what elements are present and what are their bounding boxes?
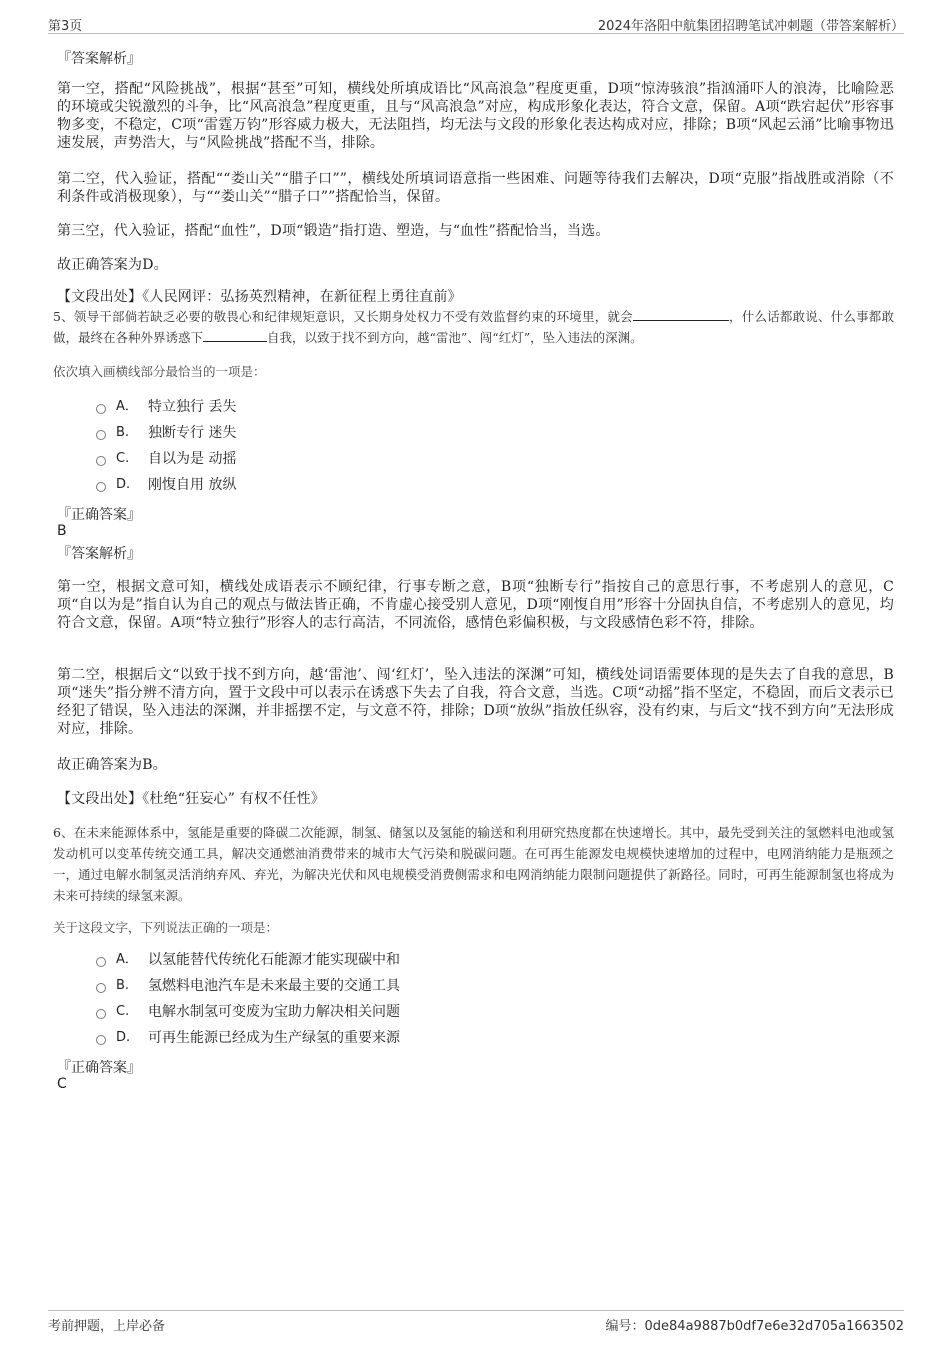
radio-button[interactable] <box>96 456 106 466</box>
option-d[interactable]: D. 刚愎自用 放纵 <box>96 475 236 495</box>
option-d[interactable]: D. 可再生能源已经成为生产绿氢的重要来源 <box>96 1028 400 1048</box>
option-c[interactable]: C. 电解水制氢可变废为宝助力解决相关问题 <box>96 1002 400 1022</box>
option-c[interactable]: C. 自以为是 动摇 <box>96 449 236 469</box>
analysis-label: 『答案解析』 <box>57 546 141 562</box>
question-6-stem: 6、在未来能源体系中，氢能是重要的降碳二次能源，制氢、储氢以及氢能的输送和利用研究热度都在快速增长。其中，最先受到关注的氢燃料电池或氢发动机可以变革传统交通工具，解决交通燃油消费带来的城市大气污染和脱碳问题。在可再生能源发电规模快速增加的过程中，电网消纳能力是瓶颈之一，通过电解水制氢灵活消纳弃风、弃光，为解决光伏和风电规模受消费侧需求和电网消纳能力限制问题提供了新路径。同时，可再生能源制氢也将成为未来可持续的绿氢来源。 <box>53 825 894 903</box>
analysis-paragraph: 第三空，代入验证，搭配“血性”，D项“锻造”指打造、塑造，与“血性”搭配恰当，当选。 <box>57 223 610 239</box>
analysis-paragraph: 第二空，代入验证，搭配““娄山关”“腊子口””，横线处所填词语意指一些困难、问题等待我们去解决，D项“克服”指战胜或消除（不利条件或消极现象），与““娄山关”“腊子口””搭配恰当，保留。 <box>57 171 894 205</box>
fill-blank <box>203 328 267 342</box>
correct-answer-label: 『正确答案』 <box>57 1060 141 1076</box>
correct-answer-label: 『正确答案』 <box>57 507 141 523</box>
question-5-stem: 5、领导干部倘若缺乏必要的敬畏心和纪律规矩意识，又长期身处权力不受有效监督约束的环境里，就会 ，什么话都敢说、什么事都敢做，最终在各种外界诱惑下 自我，以致于找不到方向，越“雷池”、闯“红灯”，坠入违法的深渊。 <box>53 309 894 345</box>
correct-answer: B <box>57 523 67 539</box>
option-b[interactable]: B. 独断专行 迷失 <box>96 423 236 443</box>
source-citation: 【文段出处】《人民网评：弘扬英烈精神，在新征程上勇往直前》 <box>57 289 462 305</box>
source-citation: 【文段出处】《杜绝“狂妄心” 有权不任性》 <box>57 791 325 807</box>
question-6-prompt: 关于这段文字，下列说法正确的一项是： <box>53 920 279 935</box>
conclusion: 故正确答案为D。 <box>57 257 168 273</box>
analysis-paragraph: 第二空，根据后文“以致于找不到方向，越‘雷池’、闯‘红灯’，坠入违法的深渊”可知，横线处词语需要体现的是失去了自我的意思，B项“迷失”指分辨不清方向，置于文段中可以表示在诱惑下失去了自我，符合文意，当选。C项“动摇”指不坚定，不稳固，而后文表示已经犯了错误，坠入违法的深渊，并非摇摆不定，与文意不符，排除；D项“放纵”指放任纵容，没有约束，与后文“找不到方向”无法形成对应，排除。 <box>57 667 894 737</box>
page-header <box>48 13 904 34</box>
correct-answer: C <box>57 1076 67 1092</box>
radio-button[interactable] <box>96 1009 106 1019</box>
option-a[interactable]: A． 以氢能替代传统化石能源才能实现碳中和 <box>96 950 400 970</box>
analysis-paragraph: 第一空，搭配“风险挑战”，根据“甚至”可知，横线处所填成语比“风高浪急”程度更重，D项“惊涛骇浪”指汹涌吓人的浪涛，比喻险恶的环境或尖锐激烈的斗争，比“风高浪急”程度更重，且与“风高浪急”对应，构成形象化表达，符合文意，保留。A项“跌宕起伏”形容事物多变，不稳定，C项“雷霆万钧”形容威力极大，无法阻挡，均无法与文段的形象化表达构成对应，排除；B项“风起云涌”比喻事物迅速发展，声势浩大，与“风险挑战”搭配不当，排除。 <box>57 81 894 151</box>
radio-button[interactable] <box>96 957 106 967</box>
option-a[interactable]: A． 特立独行 丢失 <box>96 397 236 417</box>
analysis-label: 『答案解析』 <box>57 51 141 67</box>
radio-button[interactable] <box>96 482 106 492</box>
document-id: 编号：0de84a9887b0df7e6e32d705a1663502 <box>605 1319 904 1334</box>
option-b[interactable]: B. 氢燃料电池汽车是未来最主要的交通工具 <box>96 976 400 996</box>
question-5-prompt: 依次填入画横线部分最恰当的一项是： <box>53 364 266 379</box>
analysis-paragraph: 第一空，根据文意可知，横线处成语表示不顾纪律，行事专断之意，B项“独断专行”指按自己的意思行事，不考虑别人的意见，C项“自以为是”指自认为自己的观点与做法皆正确，不肯虚心接受别人意见，D项“刚愎自用”形容十分固执自信，不考虑别人的意见，均符合文意，保留。A项“特立独行”形容人的志行高洁，不同流俗，感情色彩偏积极，与文段感情色彩不符，排除。 <box>57 579 894 631</box>
page-number: 第3页 <box>48 19 83 34</box>
radio-button[interactable] <box>96 983 106 993</box>
document-title: 2024年洛阳中航集团招聘笔试冲刺题（带答案解析） <box>597 19 904 34</box>
page-footer <box>48 1310 904 1334</box>
radio-button[interactable] <box>96 404 106 414</box>
radio-button[interactable] <box>96 1035 106 1045</box>
footer-slogan: 考前押题，上岸必备 <box>48 1319 166 1334</box>
conclusion: 故正确答案为B。 <box>57 757 167 773</box>
radio-button[interactable] <box>96 430 106 440</box>
fill-blank <box>633 307 729 321</box>
